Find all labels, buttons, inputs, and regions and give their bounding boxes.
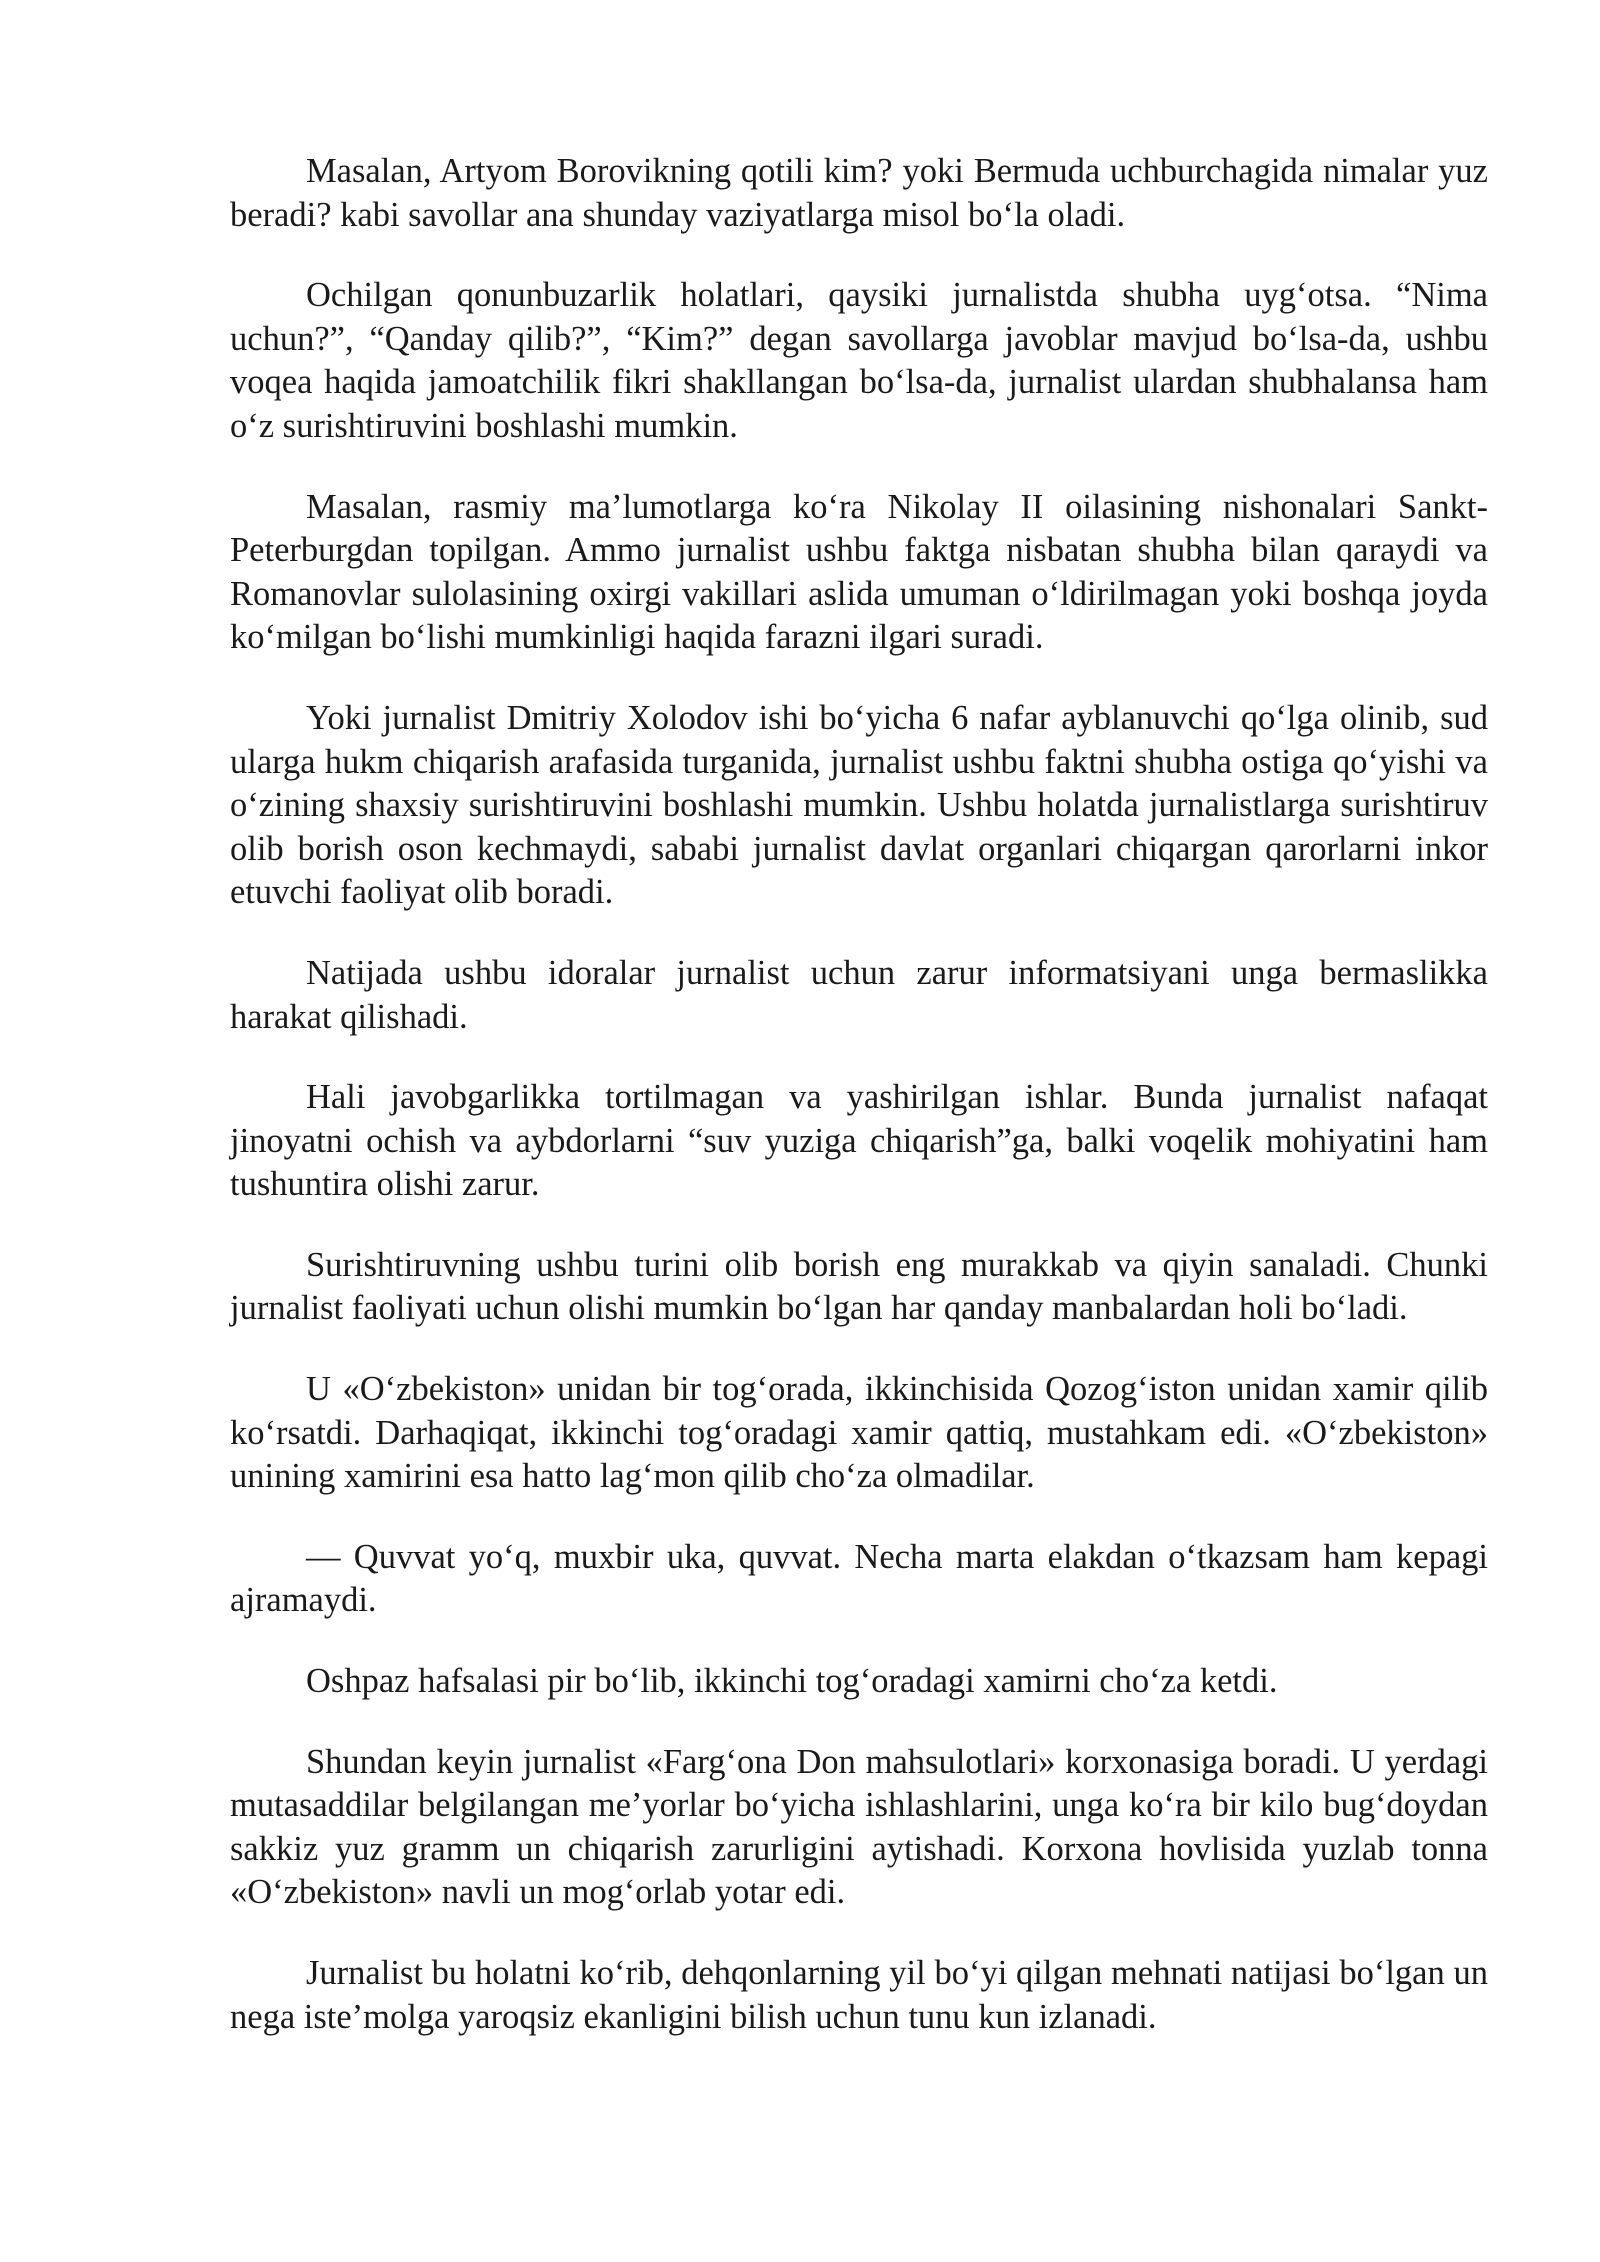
- paragraph-9: — Quvvat yo‘q, muxbir uka, quvvat. Necha marta elakdan o‘tkazsam ham kepagi ajramaydi.: [230, 1537, 1488, 1620]
- paragraph-8: U «O‘zbekiston» unidan bir tog‘orada, ikkinchisida Qozog‘iston unidan xamir qilib ko‘rsatdi. Darhaqiqat, ikkinchi tog‘oradagi xamir qattiq, mustahkam edi. «O‘zbekiston» unining xamirini esa hatto lag‘mon qilib cho‘za olmadilar.: [230, 1370, 1488, 1496]
- paragraph-6: Hali javobgarlikka tortilmagan va yashirilgan ishlar. Bunda jurnalist nafaqat jinoyatni ochish va aybdorlarni “suv yuziga chiqarish”ga, balki voqelik mohiyatini ham tushuntira olishi zarur.: [230, 1078, 1488, 1204]
- paragraph-11: Shundan keyin jurnalist «Farg‘ona Don mahsulotlari» korxonasiga boradi. U yerdagi mutasaddilar belgilangan me’yorlar bo‘yicha ishlashlarini, unga ko‘ra bir kilo bug‘doydan sakkiz yuz gramm un chiqarish zarurligini aytishadi. Korxona hovlisida yuzlab tonna «O‘zbekiston» navli un mog‘orlab yotar edi.: [230, 1742, 1488, 1912]
- paragraph-3: Masalan, rasmiy ma’lumotlarga ko‘ra Nikolay II oilasining nishonalari Sankt-Peterburgdan topilgan. Ammo jurnalist ushbu faktga nisbatan shubha bilan qaraydi va Romanovlar sulolasining oxirgi vakillari aslida umuman o‘ldirilmagan yoki boshqa joyda ko‘milgan bo‘lishi mumkinligi haqida farazni ilgari suradi.: [230, 487, 1488, 657]
- paragraph-4: Yoki jurnalist Dmitriy Xolodov ishi bo‘yicha 6 nafar ayblanuvchi qo‘lga olinib, sud ularga hukm chiqarish arafasida turganida, jurnalist ushbu faktni shubha ostiga qo‘yishi va o‘zining shaxsiy surishtiruvini boshlashi mumkin. Ushbu holatda jurnalistlarga surishtiruv olib borish oson kechmaydi, sababi jurnalist davlat organlari chiqargan qarorlarni inkor etuvchi faoliyat olib boradi.: [230, 698, 1488, 912]
- paragraph-5: Natijada ushbu idoralar jurnalist uchun zarur informatsiyani unga bermaslikka harakat qilishadi.: [230, 953, 1488, 1036]
- paragraph-12: Jurnalist bu holatni ko‘rib, dehqonlarning yil bo‘yi qilgan mehnati natijasi bo‘lgan un nega iste’molga yaroqsiz ekanligini bilish uchun tunu kun izlanadi.: [230, 1954, 1488, 2036]
- paragraph-1: Masalan, Artyom Borovikning qotili kim? yoki Bermuda uchburchagida nimalar yuz beradi? kabi savollar ana shunday vaziyatlarga misol bo‘la oladi.: [230, 152, 1488, 234]
- paragraph-7: Surishtiruvning ushbu turini olib borish eng murakkab va qiyin sanaladi. Chunki jurnalist faoliyati uchun olishi mumkin bo‘lgan har qanday manbalardan holi bo‘ladi.: [230, 1245, 1488, 1328]
- document-page: [230, 150, 1488, 2039]
- paragraph-2: Ochilgan qonunbuzarlik holatlari, qaysiki jurnalistda shubha uyg‘otsa. “Nima uchun?”, “Qanday qilib?”, “Kim?” degan savollarga javoblar mavjud bo‘lsa-da, ushbu voqea haqida jamoatchilik fikri shakllangan bo‘lsa-da, jurnalist ulardan shubhalansa ham o‘z surishtiruvini boshlashi mumkin.: [230, 276, 1488, 445]
- paragraph-10: Oshpaz hafsalasi pir bo‘lib, ikkinchi tog‘oradagi xamirni cho‘za ketdi.: [306, 1662, 1278, 1701]
